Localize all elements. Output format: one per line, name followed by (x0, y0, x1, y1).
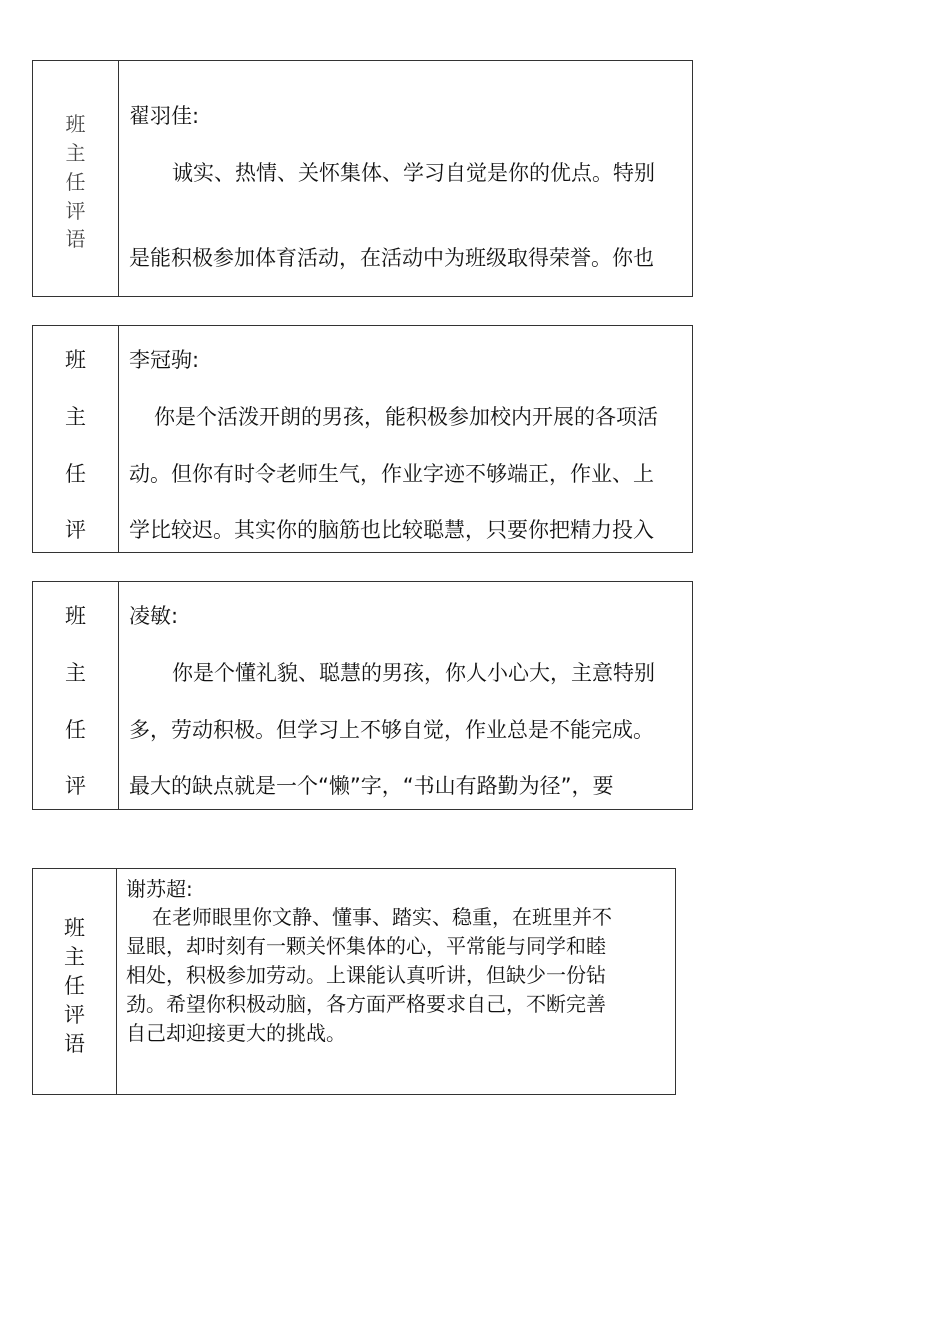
label-char: 班 (65, 604, 86, 628)
comment-line: 最大的缺点就是一个“懒”字，“书山有路勤为径”，要 (129, 774, 614, 798)
comment-box-1 (32, 60, 693, 297)
comment-text (119, 61, 692, 296)
label-char: 评 (64, 1003, 85, 1027)
comment-line: 动。但你有时令老师生气，作业字迹不够端正，作业、上 (129, 462, 654, 486)
label-char: 评 (65, 199, 86, 223)
comment-text (119, 326, 692, 552)
comment-line: 你是个懂礼貌、聪慧的男孩，你人小心大，主意特别 (172, 661, 655, 685)
student-name: 李冠驹: (129, 348, 200, 372)
comment-line: 相处，积极参加劳动。上课能认真听讲，但缺少一份钻 (126, 963, 606, 987)
label-char: 班 (65, 112, 86, 136)
comment-line: 学比较迟。其实你的脑筋也比较聪慧，只要你把精力投入 (129, 518, 654, 542)
comment-line: 诚实、热情、关怀集体、学习自觉是你的优点。特别 (172, 161, 655, 185)
label-char: 语 (64, 1032, 85, 1056)
label-char: 主 (65, 405, 86, 429)
label-char: 主 (64, 945, 85, 969)
comment-text (119, 582, 692, 809)
comment-label-column (33, 326, 119, 552)
comment-label-column (33, 582, 119, 809)
comment-box-4 (32, 868, 676, 1095)
label-char: 班 (65, 348, 86, 372)
label-char: 评 (65, 774, 86, 798)
comment-line: 是能积极参加体育活动，在活动中为班级取得荣誉。你也 (129, 246, 654, 270)
comment-line: 你是个活泼开朗的男孩，能积极参加校内开展的各项活 (154, 405, 658, 429)
comment-line: 劲。希望你积极动脑，各方面严格要求自己，不断完善 (126, 992, 606, 1016)
label-char: 主 (65, 141, 86, 165)
comment-box-2 (32, 325, 693, 553)
comment-line: 在老师眼里你文静、懂事、踏实、稳重，在班里并不 (152, 905, 612, 929)
label-char: 任 (65, 718, 86, 742)
comment-label-column (33, 61, 119, 296)
comment-text (117, 869, 675, 1094)
label-char: 评 (65, 518, 86, 542)
comment-line: 多，劳动积极。但学习上不够自觉，作业总是不能完成。 (129, 718, 654, 742)
label-char: 任 (65, 170, 86, 194)
label-char: 班 (64, 916, 85, 940)
student-name: 翟羽佳: (129, 104, 200, 128)
comment-label-column (33, 869, 117, 1094)
comment-box-3 (32, 581, 693, 810)
label-char: 语 (65, 227, 86, 251)
comment-line: 自己却迎接更大的挑战。 (126, 1021, 346, 1045)
label-char: 任 (64, 974, 85, 998)
label-char: 主 (65, 661, 86, 685)
comment-line: 显眼，却时刻有一颗关怀集体的心，平常能与同学和睦 (126, 934, 606, 958)
label-char: 任 (65, 462, 86, 486)
student-name: 凌敏: (129, 604, 179, 628)
student-name: 谢苏超: (126, 877, 193, 901)
